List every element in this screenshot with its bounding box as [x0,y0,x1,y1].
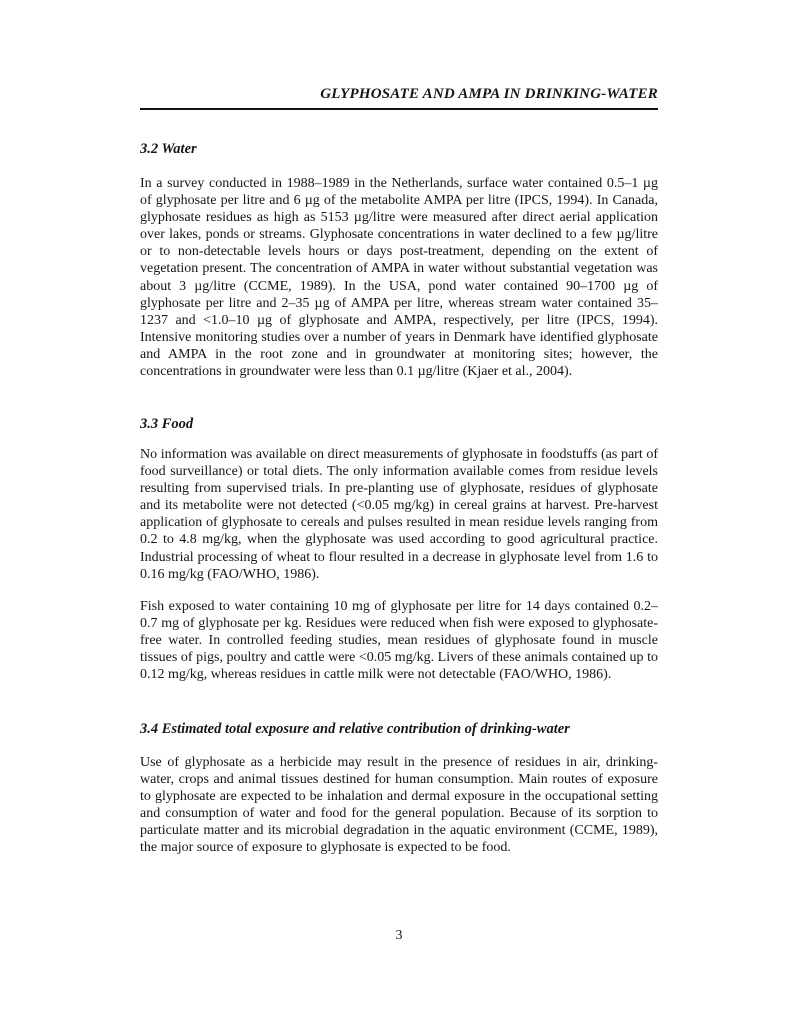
section-heading-exposure: 3.4 Estimated total exposure and relative contribution of drinking-water [140,721,570,737]
paragraph-food-fish: Fish exposed to water containing 10 mg of glyphosate per litre for 14 days contained 0.2–0.7 mg of glyphosate per kg. Residues were reduced when fish were exposed to glyphosate-free water. In controlled feeding studies, mean residues of glyphosate found in muscle tissues of pigs, poultry and cattle were <0.05 mg/kg. Livers of these animals contained up to 0.12 mg/kg, whereas residues in cattle milk were not detectable (FAO/WHO, 1986). [140,599,658,683]
section-heading-water: 3.2 Water [140,141,197,157]
paragraph-water-survey: In a survey conducted in 1988–1989 in the Netherlands, surface water contained 0.5–1 µg of glyphosate per litre and 6 µg of the metabolite AMPA per litre (IPCS, 1994). In Canada, glyphosate residues as high as 5153 µg/litre were measured after direct aerial application over lakes, ponds or streams. Glyphosate concentrations in water declined to a few µg/litre or to non-detectable levels hours or days post-treatment, depending on the extent of vegetation present. The concentration of AMPA in water without substantial vegetation was about 3 µg/litre (CCME, 1989). In the USA, pond water contained 90–1700 µg of glyphosate per litre and 2–35 µg of AMPA per litre, whereas stream water contained 35–1237 and <1.0–10 µg of glyphosate and AMPA, respectively, per litre (IPCS, 1994). Intensive monitoring studies over a number of years in Denmark have identified glyphosate and AMPA in the root zone and in groundwater at monitoring sites; however, the concentrations in groundwater were less than 0.1 µg/litre (Kjaer et al., 2004). [140,176,658,380]
running-header: GLYPHOSATE AND AMPA IN DRINKING-WATER [140,86,658,110]
page-content [140,0,658,1035]
paragraph-food-residues: No information was available on direct measurements of glyphosate in foodstuffs (as part of food surveillance) or total diets. The only information available comes from residue levels resulting from supervised trials. In pre-planting use of glyphosate, residues of glyphosate and its metabolite were not detected (<0.05 mg/kg) in cereal grains at harvest. Pre-harvest application of glyphosate to cereals and pulses resulted in mean residue levels ranging from 0.2 to 4.8 mg/kg, when the glyphosate was used according to good agricultural practice. Industrial processing of wheat to flour resulted in a decrease in glyphosate level from 1.6 to 0.16 mg/kg (FAO/WHO, 1986). [140,447,658,582]
paragraph-exposure: Use of glyphosate as a herbicide may result in the presence of residues in air, drinking-water, crops and animal tissues destined for human consumption. Main routes of exposure to glyphosate are expected to be inhalation and dermal exposure in the occupational setting and consumption of water and food for the general population. Because of its sorption to particulate matter and its microbial degradation in the aquatic environment (CCME, 1989), the major source of exposure to glyphosate is expected to be food. [140,755,658,856]
page-number: 3 [395,928,403,943]
section-heading-food: 3.3 Food [140,416,194,432]
